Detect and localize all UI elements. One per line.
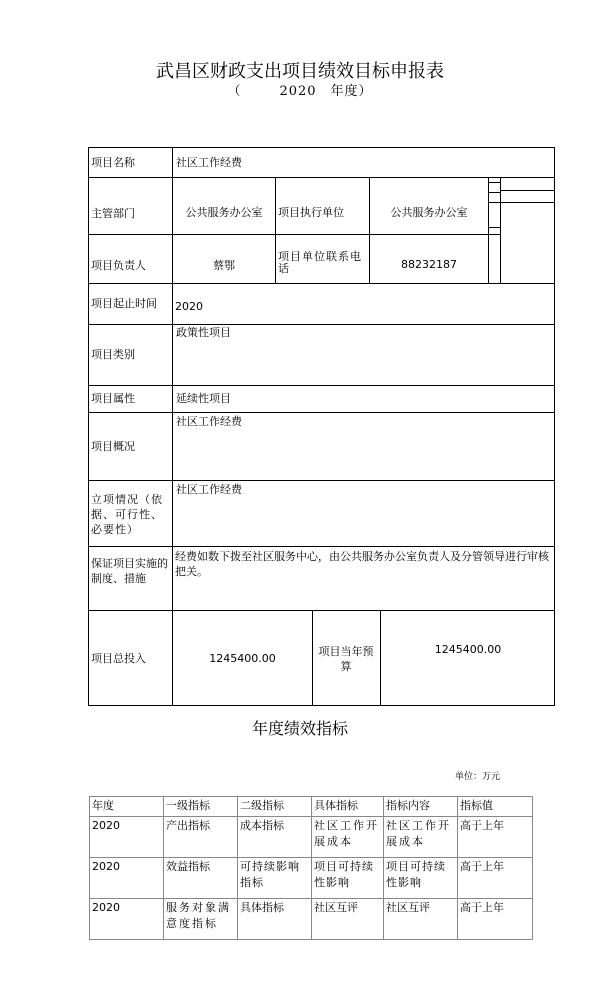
form-year-line (0, 80, 600, 99)
table-cell: 2020 (90, 899, 164, 940)
header-cell: 年度 (90, 797, 164, 817)
minor-line (488, 227, 500, 228)
table-cell: 2020 (90, 817, 164, 858)
minor-line (488, 202, 500, 203)
year-budget-value: 1245400.00 (434, 643, 502, 656)
basis-label: 立项情况（依据、可行性、必要性） (91, 493, 163, 536)
table-cell: 高于上年 (458, 817, 533, 858)
table-cell: 具体指标 (238, 899, 312, 940)
unit-note: 单位：万元 (455, 772, 501, 782)
row-divider-v (312, 610, 313, 706)
header-cell: 具体指标 (312, 797, 384, 817)
minor-line (488, 182, 500, 183)
header-cell: 一级指标 (164, 797, 238, 817)
row-line (88, 177, 555, 178)
table-cell: 成本指标 (238, 817, 312, 858)
table-border-left (88, 147, 89, 706)
row-line (88, 385, 555, 386)
table-cell: 社区互评 (384, 899, 458, 940)
department-value: 公共服务办公室 (185, 206, 263, 219)
table-border-right (554, 147, 555, 706)
basis-value: 社区工作经费 (176, 483, 242, 496)
table-cell: 效益指标 (164, 858, 238, 899)
overview-label: 项目概况 (91, 440, 135, 453)
minor-line (488, 192, 500, 193)
year-open-paren: （ (227, 84, 242, 99)
attribute-label: 项目属性 (91, 392, 135, 405)
table-cell: 社区工作开展成本 (312, 817, 384, 858)
row-line (88, 234, 501, 235)
table-border-top (88, 147, 555, 148)
label-column-divider (172, 147, 173, 706)
table-cell: 社区互评 (312, 899, 384, 940)
project-name-value: 社区工作经费 (176, 156, 242, 169)
table-cell: 项目可持续性影响 (384, 858, 458, 899)
leader-value: 蔡鄂 (213, 259, 235, 272)
exec-unit-value: 公共服务办公室 (390, 206, 468, 219)
overview-value: 社区工作经费 (176, 415, 242, 428)
year-budget-label: 项目当年预算 (318, 645, 374, 673)
total-invest-value: 1245400.00 (209, 652, 276, 665)
table-cell: 服务对象满意度指标 (164, 899, 238, 940)
table-cell: 产出指标 (164, 817, 238, 858)
header-cell: 指标内容 (384, 797, 458, 817)
table-cell: 2020 (90, 858, 164, 899)
table-header-row (90, 797, 533, 817)
table-cell: 高于上年 (458, 899, 533, 940)
table-border-bottom (88, 705, 555, 706)
row-line (88, 283, 555, 284)
attribute-value: 延续性项目 (176, 392, 231, 405)
project-name-label: 项目名称 (91, 156, 135, 169)
table-cell: 高于上年 (458, 858, 533, 899)
row-line (88, 412, 555, 413)
performance-title: 年度绩效指标 (251, 719, 348, 738)
header-cell: 指标值 (458, 797, 533, 817)
period-label: 项目起止时间 (91, 297, 157, 310)
table-row (90, 817, 533, 858)
table-cell: 社区工作开展成本 (384, 817, 458, 858)
department-label: 主管部门 (91, 207, 135, 220)
row-divider-v (275, 177, 276, 283)
performance-table (89, 796, 533, 940)
row-line (88, 324, 555, 325)
total-invest-label: 项目总投入 (91, 652, 146, 665)
contact-label: 项目单位联系电话 (278, 250, 362, 275)
contact-value: 88232187 (401, 258, 457, 271)
minor-line (500, 202, 554, 203)
header-cell: 二级指标 (238, 797, 312, 817)
measures-label: 保证项目实施的制度、措施 (91, 557, 168, 585)
category-label: 项目类别 (91, 348, 135, 361)
category-value: 政策性项目 (176, 326, 231, 339)
row-line (88, 610, 555, 611)
form-title: 武昌区财政支出项目绩效目标申报表 (156, 61, 444, 82)
row-divider-v (500, 177, 501, 283)
row-line (88, 480, 555, 481)
measures-value: 经费如数下拨至社区服务中心，由公共服务办公室负责人及分管领导进行审核把关。 (175, 550, 549, 578)
exec-unit-label: 项目执行单位 (278, 206, 344, 219)
table-row (90, 899, 533, 940)
report-year: 2020 (279, 84, 317, 99)
row-line (88, 546, 555, 547)
table-cell: 可持续影响指标 (238, 858, 312, 899)
table-cell: 项目可持续性影响 (312, 858, 384, 899)
leader-label: 项目负责人 (91, 259, 146, 272)
table-row (90, 858, 533, 899)
row-divider-v (380, 610, 381, 706)
year-suffix: 年度） (330, 84, 373, 99)
minor-line (500, 190, 554, 191)
period-value: 2020 (175, 300, 203, 313)
